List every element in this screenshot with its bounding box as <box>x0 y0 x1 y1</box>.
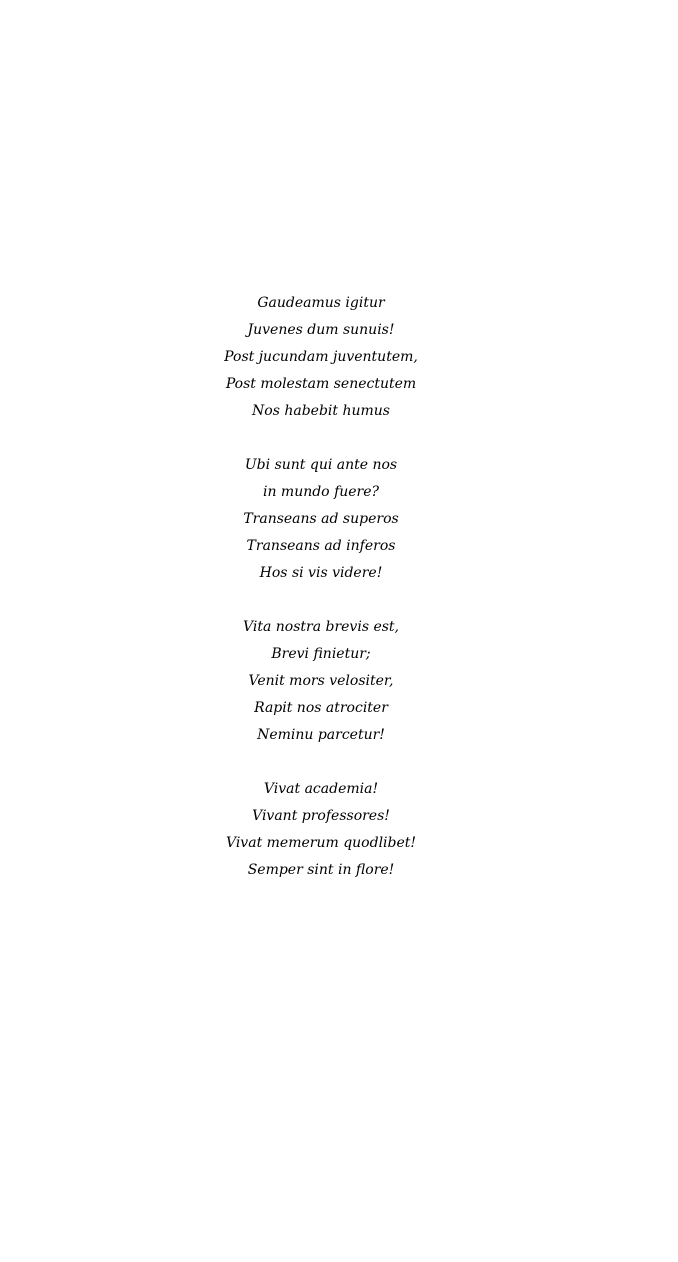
poem-line: Post molestam senectutem <box>225 376 417 392</box>
poem-line: Post jucundam juventutem, <box>224 349 418 365</box>
poem-line: Rapit nos atrociter <box>254 700 388 716</box>
poem-line: Brevi finietur; <box>271 646 371 662</box>
poem-line: Transeans ad inferos <box>246 538 396 554</box>
poem-line: Semper sint in flore! <box>247 862 395 878</box>
stanza-1 <box>0 290 642 425</box>
poem-line: Ubi sunt qui ante nos <box>244 457 398 473</box>
stanza-4 <box>0 776 642 884</box>
poem-line: Gaudeamus igitur <box>257 295 385 311</box>
stanza-2 <box>0 452 642 587</box>
poem-line: Hos si vis videre! <box>259 565 383 581</box>
stanza-3 <box>0 614 642 749</box>
poem-line: Juvenes dum sunuis! <box>247 322 395 338</box>
poem-line: Vita nostra brevis est, <box>242 619 400 635</box>
poem-line: Vivat memerum quodlibet! <box>225 835 417 851</box>
poem-line: Nos habebit humus <box>252 403 390 419</box>
poem-line: Neminu parcetur! <box>257 727 385 743</box>
poem-line: Venit mors velositer, <box>248 673 394 689</box>
poem <box>0 290 642 911</box>
poem-line: Vivant professores! <box>252 808 390 824</box>
poem-line: Transeans ad superos <box>243 511 399 527</box>
poem-line: Vivat academia! <box>263 781 379 797</box>
poem-line: in mundo fuere? <box>262 484 380 500</box>
